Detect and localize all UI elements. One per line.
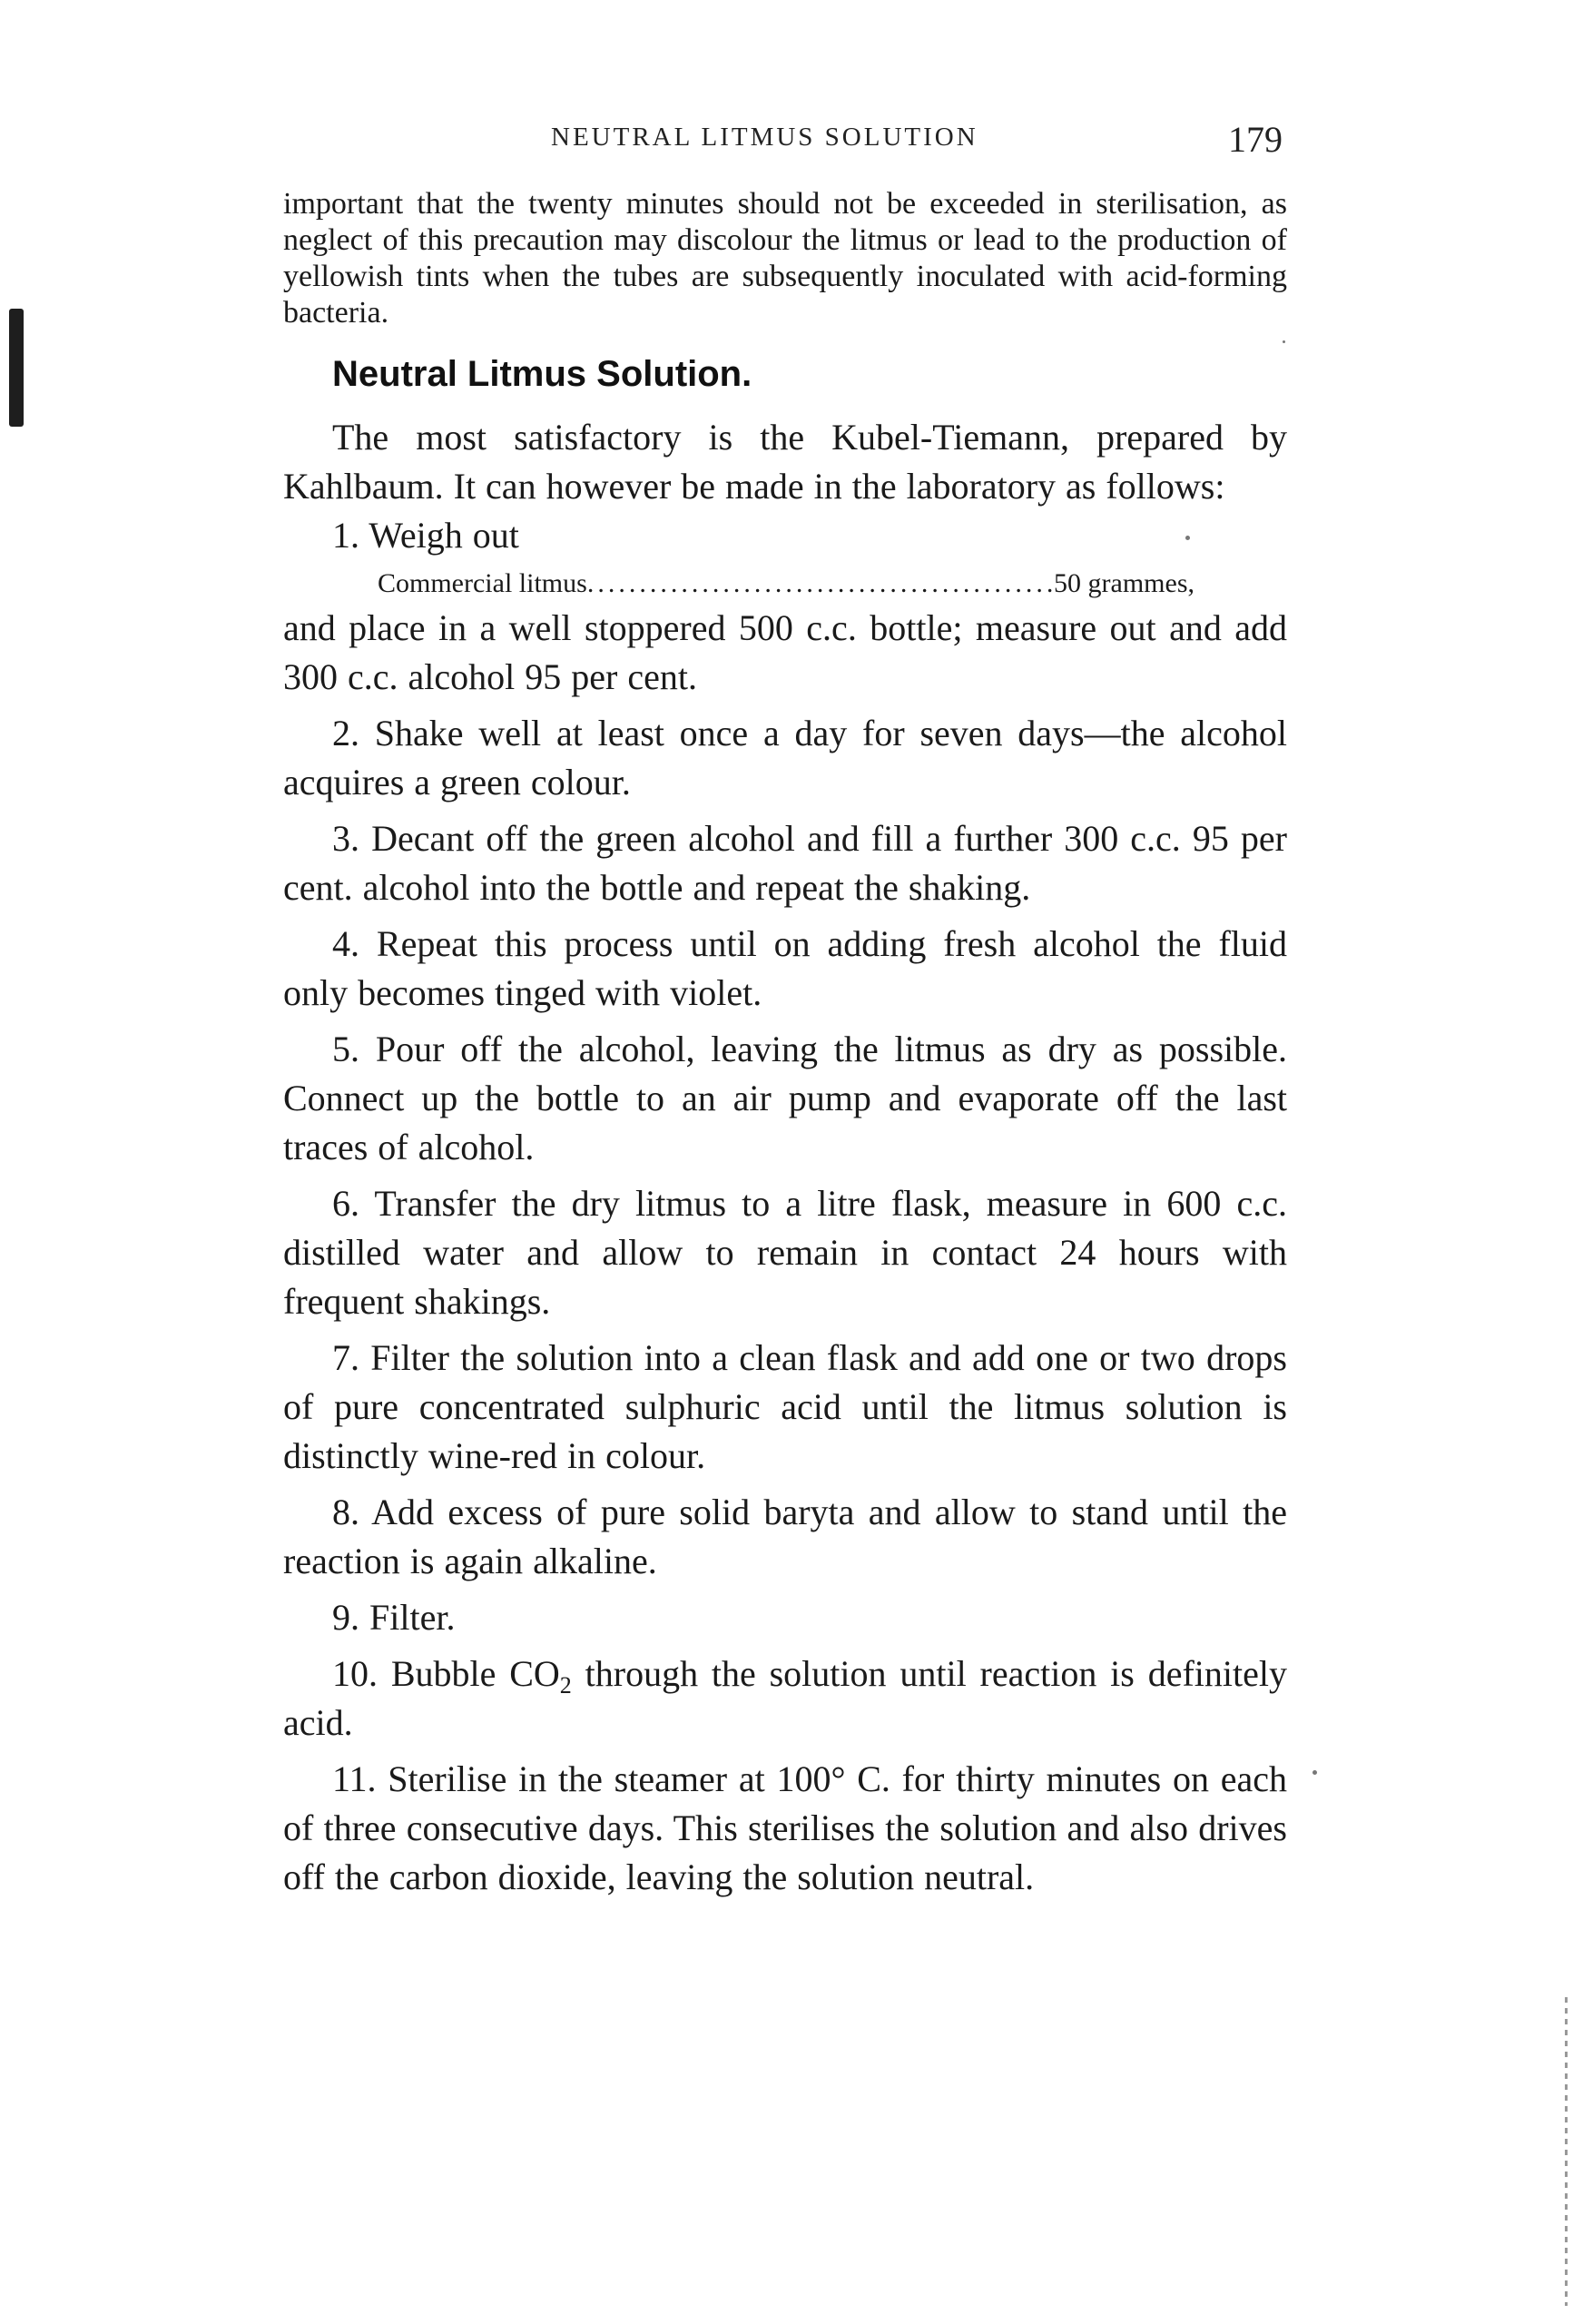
scan-speck	[1185, 536, 1190, 540]
step-9: 9. Filter.	[332, 1597, 456, 1638]
reagent-name: Commercial litmus	[378, 568, 587, 598]
step-2: 2. Shake well at least once a day for seven days—the alcohol acquires a green colour.	[283, 713, 1287, 803]
co2-subscript: 2	[559, 1672, 572, 1699]
step-10-after: through the solution until reaction is definitely acid.	[283, 1653, 1287, 1743]
step-11: 11. Sterilise in the steamer at 100° C. for thirty minutes on each of three consecutive days. This sterilises the solution and also drives off the carbon dioxide, leaving the solution neutral.	[283, 1758, 1287, 1897]
running-head: NEUTRAL LITMUS SOLUTION	[551, 123, 978, 152]
step-10-before: 10. Bubble CO	[332, 1653, 560, 1694]
step-8: 8. Add excess of pure solid baryta and allow to stand until the reaction is again alkaline.	[283, 1492, 1287, 1581]
section-heading: Neutral Litmus Solution.	[332, 354, 752, 394]
scan-speck	[1312, 1770, 1317, 1775]
lead-paragraph: The most satisfactory is the Kubel-Tiemann, prepared by Kahlbaum. It can however be made in the laboratory as follows:	[283, 417, 1287, 507]
continued-paragraph	[283, 186, 1287, 331]
step-1-intro: 1. Weigh out	[332, 515, 519, 556]
scan-margin-mark	[9, 309, 24, 427]
page-number: 179	[1228, 119, 1283, 160]
reagent-line	[378, 564, 1194, 604]
step-3: 3. Decant off the green alcohol and fill a further 300 c.c. 95 per cent. alcohol into the bottle and repeat the shaking.	[283, 818, 1287, 908]
scan-edge-artifact	[1565, 1997, 1568, 2306]
section-text	[283, 413, 1287, 1902]
intro-text: important that the twenty minutes should not be exceeded in sterilisation, as neglect of this precaution may discolour the litmus or lead to the production of yellowish tints when the tubes are subsequently inoculated with acid-forming bacteria.	[283, 187, 1287, 330]
step-6: 6. Transfer the dry litmus to a litre flask, measure in 600 c.c. distilled water and allow to remain in contact 24 hours with frequent shakings.	[283, 1183, 1287, 1322]
step-4: 4. Repeat this process until on adding fresh alcohol the fluid only becomes tinged with violet.	[283, 923, 1287, 1013]
page-body	[283, 186, 1287, 1902]
step-10	[283, 1649, 1287, 1748]
scan-speck	[1283, 340, 1285, 343]
step-1-continued: and place in a well stoppered 500 c.c. bottle; measure out and add 300 c.c. alcohol 95 per cent.	[283, 607, 1287, 697]
leader-dots	[587, 564, 1054, 604]
step-7: 7. Filter the solution into a clean flask and add one or two drops of pure concentrated sulphuric acid until the litmus solution is distinctly wine-red in colour.	[283, 1337, 1287, 1476]
step-5: 5. Pour off the alcohol, leaving the litmus as dry as possible. Connect up the bottle to an air pump and evaporate off the last traces of alcohol.	[283, 1029, 1287, 1167]
reagent-amount: 50 grammes,	[1054, 568, 1194, 598]
